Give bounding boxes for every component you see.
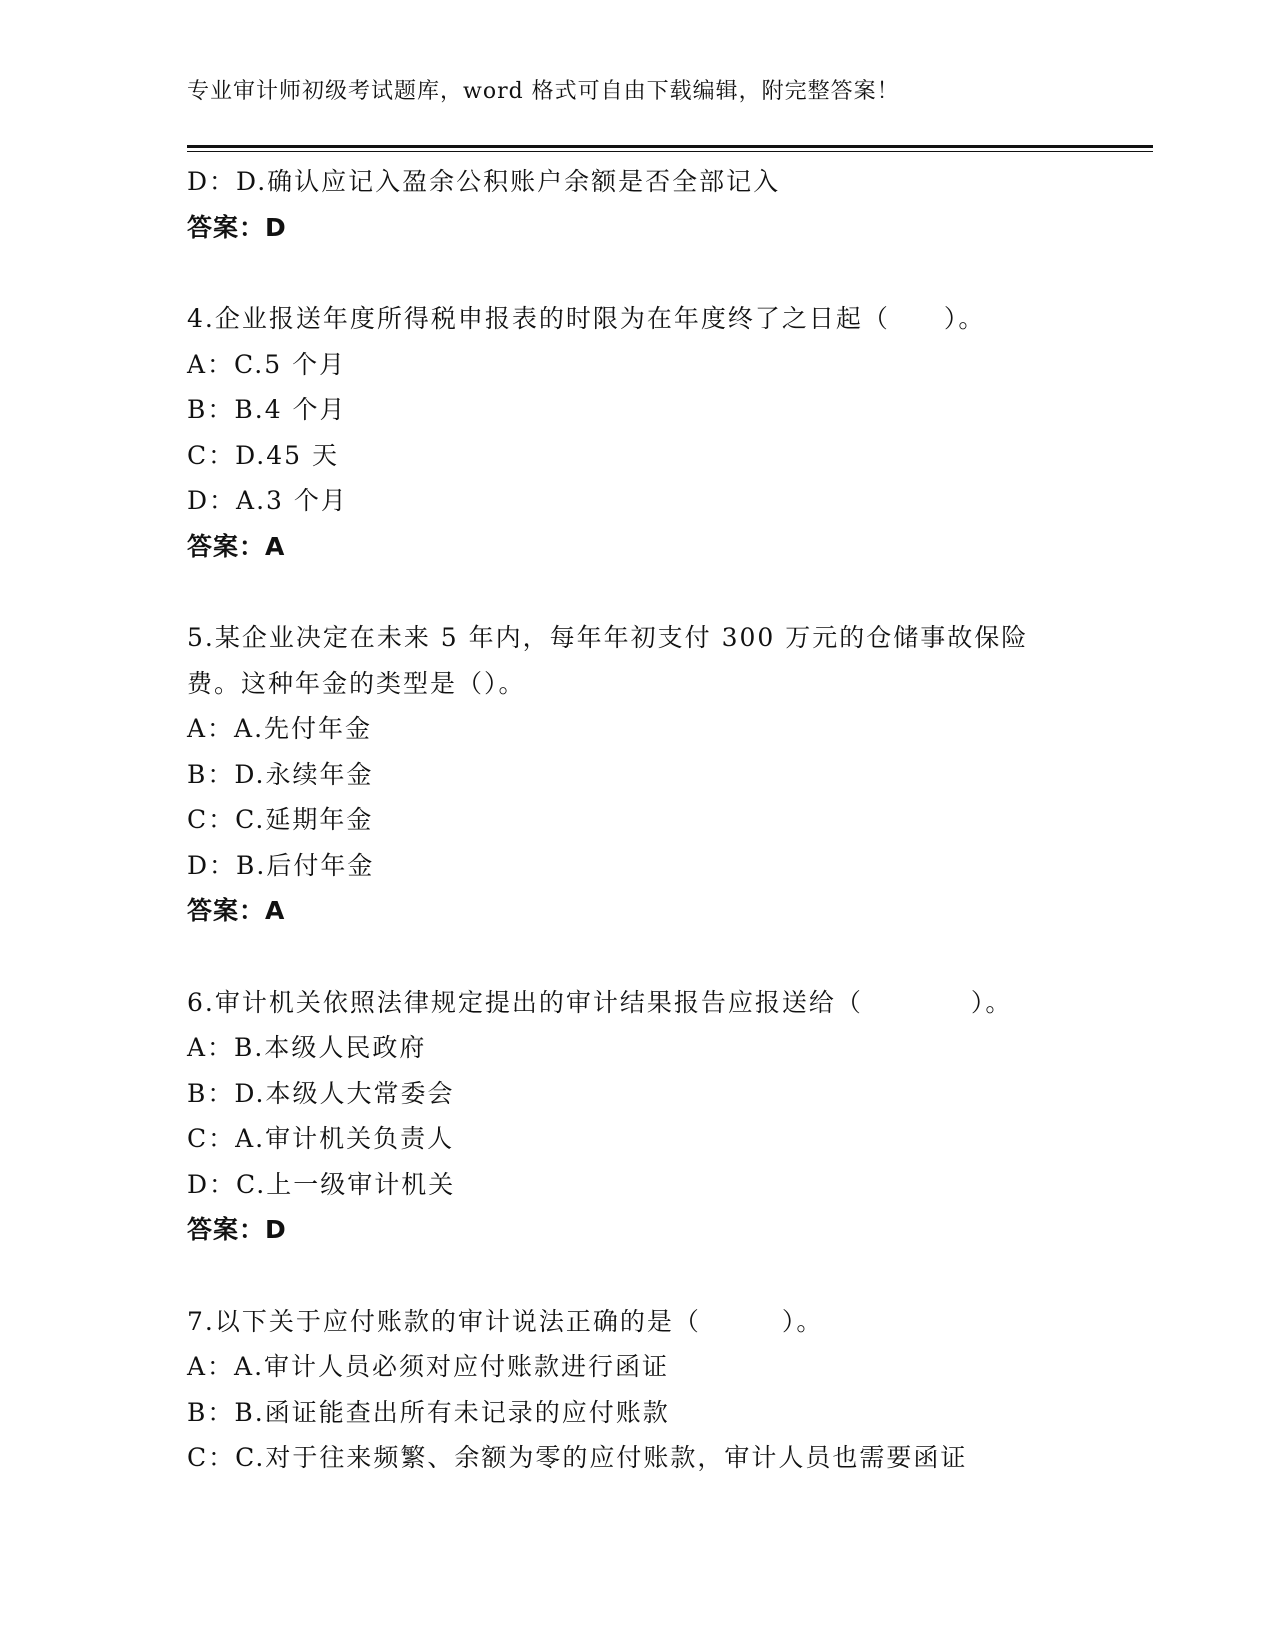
question-stem: 7.以下关于应付账款的审计说法正确的是（ ）。	[187, 1306, 824, 1336]
option-line: D：D.确认应记入盈余公积账户余额是否全部记入	[187, 167, 781, 196]
question-stem: 5.某企业决定在未来 5 年内，每年年初支付 300 万元的仓储事故保险	[187, 623, 1029, 652]
answer-line: 答案：A	[187, 896, 286, 925]
answer-line: 答案：D	[187, 212, 287, 242]
option-line: D：C.上一级审计机关	[187, 1169, 456, 1199]
spacer	[187, 1253, 1153, 1299]
question-block	[187, 615, 1153, 934]
option-line: B：D.永续年金	[187, 759, 374, 789]
option-line: A：B.本级人民政府	[187, 1033, 427, 1062]
answer-line: 答案：A	[187, 531, 286, 561]
option-line: C：C.对于往来频繁、余额为零的应付账款，审计人员也需要函证	[187, 1443, 968, 1472]
option-line: A：A.审计人员必须对应付账款进行函证	[187, 1352, 670, 1381]
question-block	[187, 296, 1153, 569]
question-block	[187, 980, 1153, 1253]
option-line: C：A.审计机关负责人	[187, 1124, 455, 1153]
answer-line: 答案：D	[187, 1215, 287, 1244]
question-stem: 6.审计机关依照法律规定提出的审计结果报告应报送给（ ）。	[187, 987, 1013, 1017]
question-block	[187, 1299, 1153, 1481]
option-line: A：C.5 个月	[187, 349, 347, 379]
question-stem: 4.企业报送年度所得税申报表的时限为在年度终了之日起（ ）。	[187, 304, 986, 333]
option-line: B：B.4 个月	[187, 395, 347, 424]
spacer	[187, 569, 1153, 615]
option-line: A：A.先付年金	[187, 714, 373, 743]
question-stem: 费。这种年金的类型是（）。	[187, 668, 526, 698]
header-rule-thin	[187, 151, 1153, 152]
option-line: C：C.延期年金	[187, 805, 374, 834]
spacer	[187, 934, 1153, 980]
question-list	[187, 159, 1153, 1481]
option-line: B：B.函证能查出所有未记录的应付账款	[187, 1397, 670, 1427]
option-line: D：B.后付年金	[187, 850, 375, 880]
option-line: C：D.45 天	[187, 440, 339, 470]
option-line: B：D.本级人大常委会	[187, 1078, 455, 1108]
page-header: 专业审计师初级考试题库，word 格式可自由下载编辑，附完整答案！	[187, 79, 900, 104]
header-rule-thick	[187, 145, 1153, 148]
spacer	[187, 250, 1153, 296]
option-line: D：A.3 个月	[187, 486, 348, 515]
